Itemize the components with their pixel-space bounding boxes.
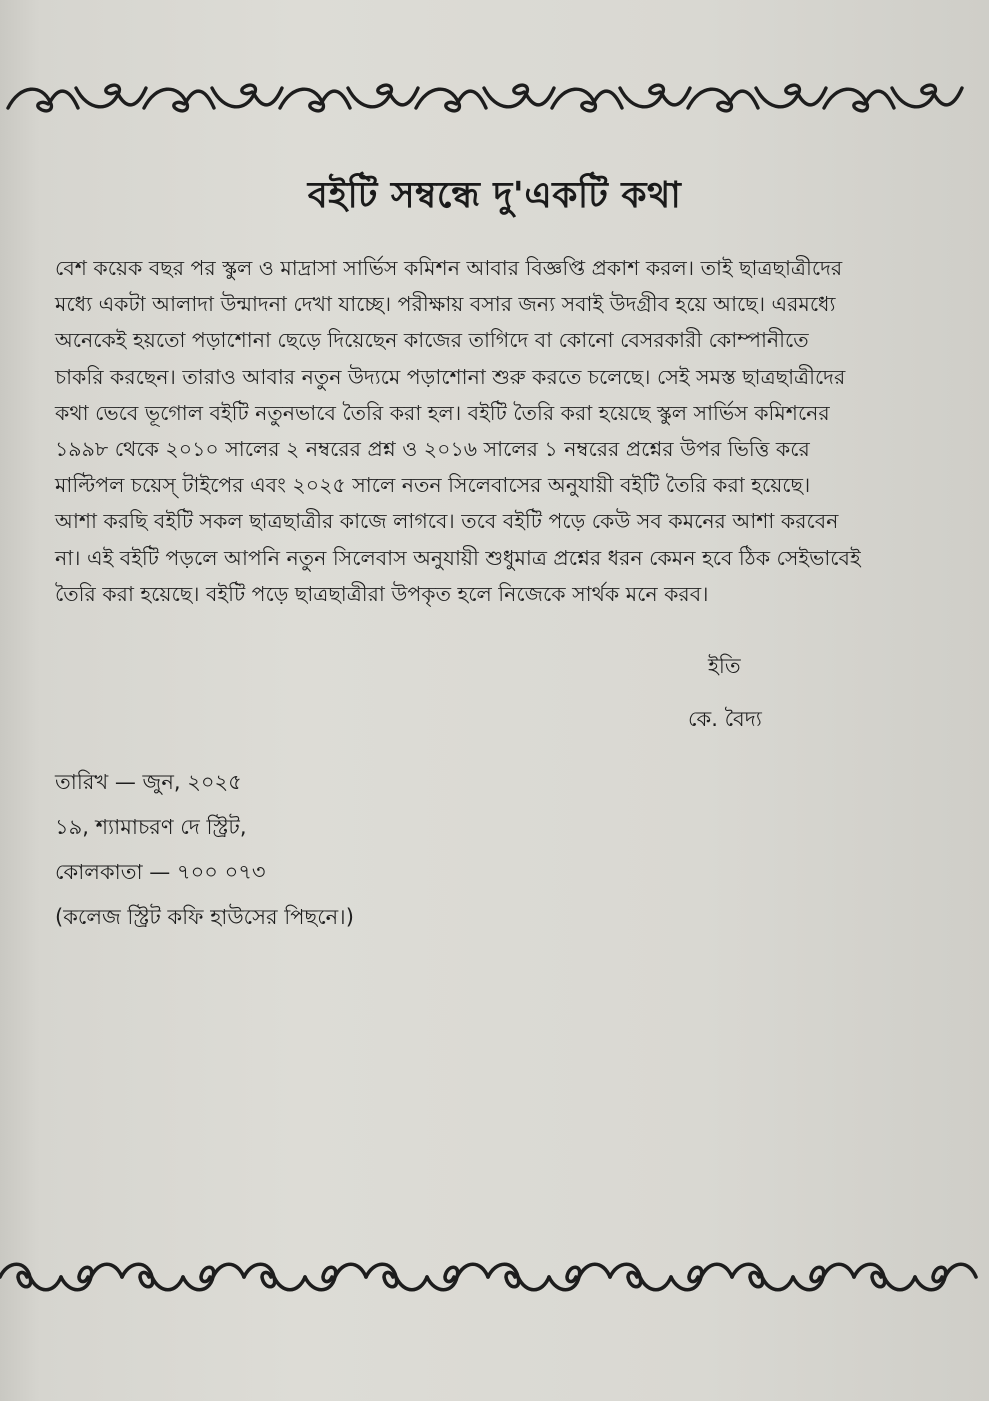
border-flourish: [280, 89, 350, 111]
border-flourish: [61, 1264, 122, 1290]
paragraph-line: কথা ভেবে ভূগোল বইটি নতুনভাবে তৈরি করা হল। বইটি তৈরি করা হয়েছে স্কুল সার্ভিস কমিশনের: [55, 400, 830, 425]
landmark-line: (কলেজ স্ট্রিট কফি হাউসের পিছনে।): [55, 905, 354, 929]
border-flourish: [305, 1264, 366, 1290]
border-flourish: [244, 1264, 305, 1290]
paragraph-line: না। এই বইটি পড়লে আপনি নতুন সিলেবাস অনুযায়ী শুধুমাত্র প্রশ্নের ধরন কেমন হবে ঠিক সেইভাবেই: [55, 545, 861, 570]
border-flourish: [671, 1264, 732, 1290]
paragraph-line: ১৯৯৮ থেকে ২০১০ সালের ২ নম্বরের প্রশ্ন ও ২০১৬ সালের ১ নম্বরের প্রশ্নের উপর ভিত্তি করে: [55, 436, 810, 461]
paragraph-line: মাল্টিপল চয়েস্ টাইপের এবং ২০২৫ সালে নতন সিলেবাসের অনুযায়ী বইটি তৈরি করা হয়েছে।: [55, 473, 811, 498]
border-flourish: [122, 1264, 183, 1290]
preface-paragraph: [55, 250, 890, 612]
border-flourish: [416, 89, 486, 111]
border-flourish: [892, 85, 962, 107]
border-flourish: [824, 89, 894, 111]
date-line: তারিখ — জুন, ২০২৫: [55, 770, 242, 794]
decorative-border-top: [0, 68, 989, 128]
paragraph-line: বেশ কয়েক বছর পর স্কুল ও মাদ্রাসা সার্ভিস কমিশন আবার বিজ্ঞপ্তি প্রকাশ করল। তাই ছাত্রছাত্রীদের: [55, 256, 843, 280]
border-flourish: [793, 1264, 854, 1290]
border-flourish: [144, 89, 214, 111]
signature-closing: ইতি: [708, 654, 741, 678]
border-flourish: [732, 1264, 793, 1290]
border-flourish: [688, 89, 758, 111]
street-line: ১৯, শ্যামাচরণ দে স্ট্রিট,: [55, 815, 247, 839]
border-flourish: [915, 1264, 976, 1290]
paragraph-line: তৈরি করা হয়েছে। বইটি পড়ে ছাত্রছাত্রীরা উপকৃত হলে নিজেকে সার্থক মনে করব।: [55, 581, 709, 606]
border-flourish: [549, 1264, 610, 1290]
border-flourish: [488, 1264, 549, 1290]
border-flourish: [348, 85, 418, 107]
border-flourish: [427, 1264, 488, 1290]
paragraph-line: অনেকেই হয়তো পড়াশোনা ছেড়ে দিয়েছেন কাজের তাগিদে বা কোনো বেসরকারী কোম্পানীতে: [55, 328, 809, 353]
signature-name: কে. বৈদ্য: [688, 707, 762, 731]
paragraph-line: আশা করছি বইটি সকল ছাত্রছাত্রীর কাজে লাগবে। তবে বইটি পড়ে কেউ সব কমনের আশা করবেন: [55, 509, 839, 534]
border-flourish: [610, 1264, 671, 1290]
border-flourish: [212, 85, 282, 107]
paragraph-line: মধ্যে একটা আলাদা উন্মাদনা দেখা যাচ্ছে। পরীক্ষায় বসার জন্য সবাই উদগ্রীব হয়ে আছে। এরমধ্যে: [55, 292, 836, 317]
border-flourish: [620, 85, 690, 107]
border-flourish: [484, 85, 554, 107]
border-flourish: [8, 89, 78, 111]
border-flourish: [854, 1264, 915, 1290]
border-flourish: [183, 1264, 244, 1290]
border-flourish: [552, 89, 622, 111]
border-flourish: [366, 1264, 427, 1290]
page-title: বইটি সম্বন্ধে দু'একটি কথা: [307, 175, 682, 216]
border-flourish: [756, 85, 826, 107]
border-flourish: [0, 1264, 61, 1290]
address-block: [55, 760, 354, 940]
border-flourish: [76, 85, 146, 107]
city-line: কোলকাতা — ৭০০ ০৭৩: [55, 860, 266, 884]
decorative-border-bottom: [0, 1246, 989, 1308]
paragraph-line: চাকরি করছেন। তারাও আবার নতুন উদ্যমে পড়াশোনা শুরু করতে চলেছে। সেই সমস্ত ছাত্রছাত্রীদের: [55, 364, 846, 389]
